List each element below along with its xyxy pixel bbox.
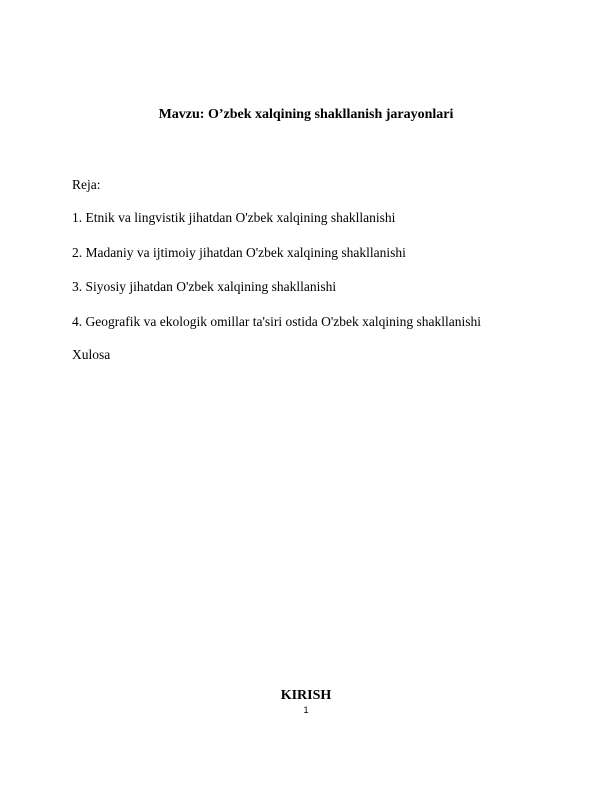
section-heading-intro: KIRISH <box>280 688 332 703</box>
plan-item-2: 2. Madaniy va ijtimoiy jihatdan O'zbek xalqining shakllanishi <box>72 244 406 260</box>
document-title: Mavzu: O’zbek xalqining shakllanish jarayonlari <box>158 107 454 122</box>
plan-item-4: 4. Geografik va ekologik omillar ta'siri ostida O'zbek xalqining shakllanishi <box>72 313 482 329</box>
plan-item-1: 1. Etnik va lingvistik jihatdan O'zbek xalqining shakllanishi <box>72 210 396 225</box>
plan-item-3: 3. Siyosiy jihatdan O'zbek xalqining shakllanishi <box>72 279 337 294</box>
plan-list <box>72 209 481 347</box>
page-number: 1 <box>303 705 309 715</box>
conclusion-item: Xulosa <box>72 347 111 362</box>
plan-label: Reja: <box>72 177 101 192</box>
